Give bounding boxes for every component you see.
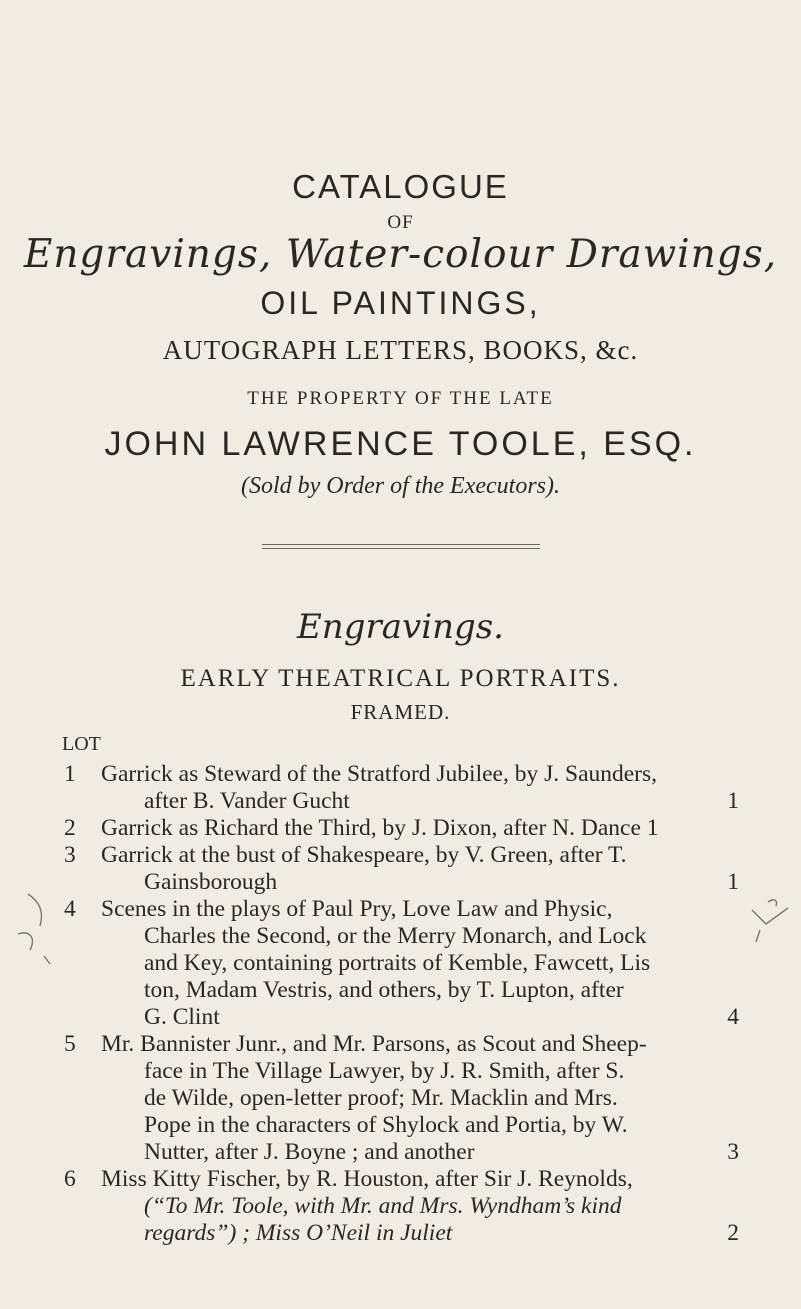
lot-line: Mr. Bannister Junr., and Mr. Parsons, as Scout and Sheep- <box>101 1031 647 1057</box>
lot-number: 4 <box>64 896 76 922</box>
lot-line: Scenes in the plays of Paul Pry, Love Law and Physic, <box>101 896 613 922</box>
owner-name: JOHN LAWRENCE TOOLE, ESQ. <box>104 425 697 463</box>
lot-number: 2 <box>64 815 76 841</box>
lot-line: Nutter, after J. Boyne ; and another <box>144 1139 475 1165</box>
oil-paintings-line: OIL PAINTINGS, <box>260 285 541 321</box>
section-title: Engravings. <box>296 607 504 647</box>
lot-quantity: 3 <box>727 1139 739 1165</box>
lot-number: 1 <box>64 761 76 787</box>
lot-quantity: 4 <box>727 1004 739 1030</box>
lot-line: after B. Vander Gucht <box>144 788 350 814</box>
lot-quantity: 1 <box>727 788 739 814</box>
lot-line: regards”) ; Miss O’Neil in Juliet <box>144 1220 453 1246</box>
lot-line: Charles the Second, or the Merry Monarch, and Lock <box>144 923 647 949</box>
sold-by-order-text: (Sold by Order of the Executors). <box>240 473 561 499</box>
catalogue-title: CATALOGUE <box>292 168 509 205</box>
divider-rule <box>262 544 540 545</box>
lot-number: 5 <box>64 1031 76 1057</box>
lot-quantity: 2 <box>727 1220 739 1246</box>
of-line: OF <box>387 212 414 233</box>
lot-line: Miss Kitty Fischer, by R. Houston, after Sir J. Reynolds, <box>101 1166 633 1192</box>
subjects-line: Engravings, Water-colour Drawings, <box>23 232 778 277</box>
property-line: THE PROPERTY OF THE LATE <box>247 388 554 409</box>
lot-line: Garrick as Richard the Third, by J. Dixon, after N. Dance 1 <box>101 815 659 841</box>
lot-line: ton, Madam Vestris, and others, by T. Lupton, after <box>144 977 624 1003</box>
lot-line: face in The Village Lawyer, by J. R. Smith, after S. <box>144 1058 625 1084</box>
lot-number: 6 <box>64 1166 76 1192</box>
lot-number: 3 <box>64 842 76 868</box>
lot-line: de Wilde, open-letter proof; Mr. Macklin and Mrs. <box>144 1085 618 1111</box>
lot-line: Garrick as Steward of the Stratford Jubilee, by J. Saunders, <box>101 761 658 787</box>
section-subtitle: EARLY THEATRICAL PORTRAITS. <box>180 665 621 692</box>
lot-line: (“To Mr. Toole, with Mr. and Mrs. Wyndham’s kind <box>144 1193 622 1219</box>
lot-line: G. Clint <box>144 1004 220 1030</box>
section-note: FRAMED. <box>350 700 451 724</box>
lot-line: Gainsborough <box>144 869 278 895</box>
lot-line: Pope in the characters of Shylock and Portia, by W. <box>144 1112 628 1138</box>
sold-by-order <box>0 473 801 500</box>
autograph-line: AUTOGRAPH LETTERS, BOOKS, &c. <box>162 335 639 365</box>
lot-line: and Key, containing portraits of Kemble, Fawcett, Lis <box>144 950 651 976</box>
pencil-mark-left <box>0 890 60 970</box>
lot-quantity: 1 <box>727 869 739 895</box>
pencil-mark-right <box>744 890 799 950</box>
lot-column-label: LOT <box>62 733 101 755</box>
divider-rule-lower <box>262 548 540 549</box>
lot-line: Garrick at the bust of Shakespeare, by V. Green, after T. <box>101 842 627 868</box>
